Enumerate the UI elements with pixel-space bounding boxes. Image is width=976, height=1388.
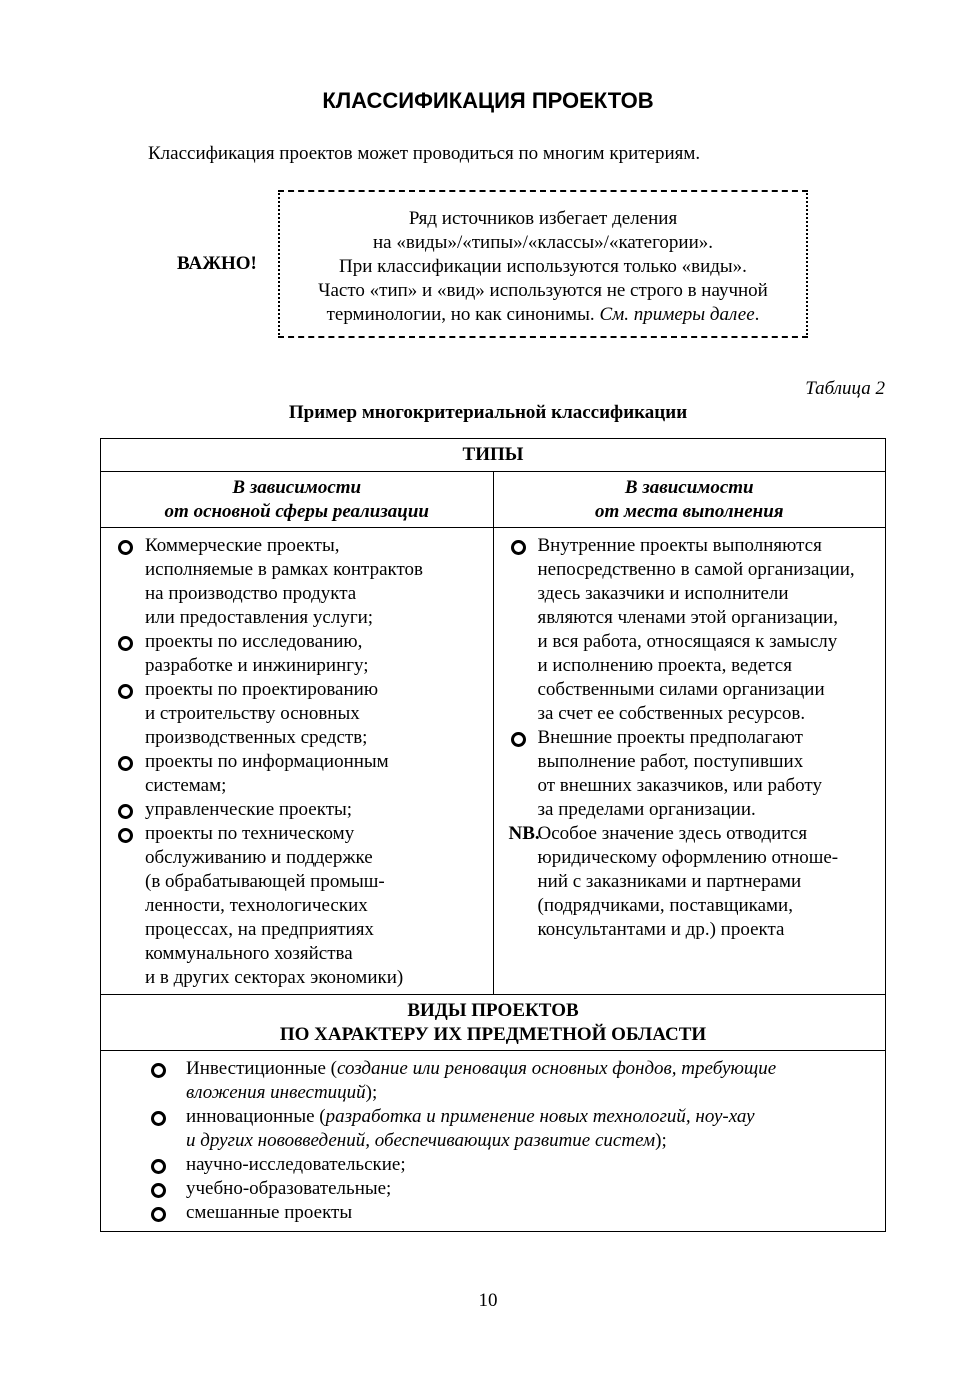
italic-text: вложения инвестиций [186, 1082, 366, 1103]
text: коммунального хозяйства [145, 943, 353, 964]
text: ний с заказниками и партнерами [537, 871, 802, 892]
text-line [538, 558, 886, 582]
text: Часто «тип» и «вид» используются не строго в научной [318, 280, 768, 301]
list-item [101, 1201, 885, 1225]
col1-title-line: В зависимости [232, 477, 362, 498]
circle-bullet-icon [118, 636, 133, 651]
kinds-header-line: ПО ХАРАКТЕРУ ИХ ПРЕДМЕТНОЙ ОБЛАСТИ [279, 1024, 707, 1045]
text-line [186, 1081, 885, 1105]
text-line [538, 822, 886, 846]
text: непосредственно в самой организации, [537, 559, 855, 580]
text-line [538, 534, 886, 558]
text-line [538, 870, 886, 894]
text-line [538, 774, 886, 798]
list-item [101, 630, 493, 678]
list-item [101, 1057, 885, 1105]
circle-bullet-icon [151, 1183, 166, 1198]
col1-title-line: от основной сферы реализации [164, 501, 429, 522]
text-line [538, 582, 886, 606]
italic-text: и других нововведений, обеспечивающих развитие систем [186, 1130, 656, 1151]
intro-paragraph: Классификация проектов может проводиться по многим критериям. [148, 143, 701, 164]
text-line [538, 918, 886, 942]
text-line [538, 894, 886, 918]
text-line [145, 942, 493, 966]
text: ленности, технологических [145, 895, 368, 916]
circle-bullet-icon [118, 756, 133, 771]
text: консультантами и др.) проекта [537, 919, 785, 940]
text: . [754, 304, 760, 325]
kinds-header-line: ВИДЫ ПРОЕКТОВ [407, 1000, 579, 1021]
text-line [538, 726, 886, 750]
text-line [145, 606, 493, 630]
text: Внутренние проекты выполняются [537, 535, 822, 556]
text-line [145, 870, 493, 894]
list-item [494, 534, 886, 726]
text-line [145, 966, 493, 990]
col2-title [494, 472, 886, 527]
text-line [186, 1177, 885, 1201]
text-line [538, 630, 886, 654]
page-title: КЛАССИФИКАЦИЯ ПРОЕКТОВ [322, 88, 654, 113]
list-item [101, 678, 493, 750]
kinds-list [101, 1051, 885, 1231]
text: научно-исследовательские; [186, 1154, 406, 1175]
text: обслуживанию и поддержке [145, 847, 373, 868]
text: производственных средств; [145, 727, 368, 748]
text-line [280, 231, 806, 255]
text: Особое значение здесь отводится [537, 823, 808, 844]
important-label: ВАЖНО! [177, 253, 257, 274]
important-note-box [278, 190, 808, 338]
col2-title-line: от места выполнения [594, 501, 784, 522]
text-line [145, 774, 493, 798]
list-item [494, 726, 886, 822]
text-line [145, 798, 493, 822]
text-line [145, 654, 493, 678]
text: проекты по информационным [145, 751, 389, 772]
circle-bullet-icon [118, 684, 133, 699]
text-line [145, 918, 493, 942]
text-line [538, 702, 886, 726]
text: смешанные проекты [186, 1202, 353, 1223]
text: ); [365, 1082, 378, 1103]
text-line [538, 654, 886, 678]
text-line [186, 1153, 885, 1177]
text-line [145, 558, 493, 582]
types-body-row [101, 528, 885, 995]
text: за счет ее собственных ресурсов. [537, 703, 806, 724]
list-item [101, 822, 493, 990]
text-line [145, 822, 493, 846]
text: и строительству основных [145, 703, 360, 724]
text-line [538, 798, 886, 822]
text: Внешние проекты предполагают [537, 727, 803, 748]
text: При классификации используются только «виды». [339, 256, 747, 277]
text: и исполнению проекта, ведется [537, 655, 792, 676]
text: и в других секторах экономики) [145, 967, 404, 988]
text: проекты по исследованию, [145, 631, 363, 652]
list-item [101, 798, 493, 822]
text-line [538, 606, 886, 630]
text: исполняемые в рамках контрактов [145, 559, 424, 580]
italic-text: См. примеры далее [599, 304, 755, 325]
text-line [186, 1057, 885, 1081]
text: на «виды»/«типы»/«классы»/«категории». [373, 232, 713, 253]
col1-list [101, 528, 494, 994]
text: здесь заказчики и исполнители [537, 583, 789, 604]
text: (подрядчиками, поставщиками, [537, 895, 793, 916]
circle-bullet-icon [151, 1111, 166, 1126]
text-line [280, 279, 806, 303]
types-header: ТИПЫ [101, 439, 885, 472]
list-item [101, 534, 493, 630]
list-item [101, 1177, 885, 1201]
text-line [145, 582, 493, 606]
text: учебно-образовательные; [186, 1178, 392, 1199]
text: инновационные ( [186, 1106, 326, 1127]
list-item [101, 1105, 885, 1153]
column-titles-row [101, 472, 885, 528]
classification-table [100, 438, 886, 1232]
text: собственными силами организации [537, 679, 825, 700]
circle-bullet-icon [151, 1159, 166, 1174]
circle-bullet-icon [118, 828, 133, 843]
list-item [101, 750, 493, 798]
circle-bullet-icon [118, 540, 133, 555]
circle-bullet-icon [118, 804, 133, 819]
page-number: 10 [478, 1290, 498, 1311]
text-line [145, 630, 493, 654]
text: (в обрабатывающей промыш- [145, 871, 385, 892]
circle-bullet-icon [511, 732, 526, 747]
nb-label: NB. [508, 823, 540, 844]
text-line [145, 678, 493, 702]
circle-bullet-icon [511, 540, 526, 555]
text-line [538, 750, 886, 774]
text: проекты по проектированию [145, 679, 379, 700]
text: Инвестиционные ( [186, 1058, 338, 1079]
text: Коммерческие проекты, [145, 535, 340, 556]
text-line [145, 846, 493, 870]
text-line [186, 1201, 885, 1225]
table-number: Таблица 2 [805, 378, 885, 399]
text-line [186, 1105, 885, 1129]
text: юридическому оформлению отноше- [537, 847, 839, 868]
text: системам; [145, 775, 227, 796]
circle-bullet-icon [151, 1207, 166, 1222]
text: управленческие проекты; [145, 799, 353, 820]
list-item [494, 822, 886, 942]
kinds-header [101, 995, 885, 1051]
text: разработке и инжинирингу; [145, 655, 369, 676]
text: выполнение работ, поступивших [537, 751, 804, 772]
table-caption: Пример многокритериальной классификации [288, 402, 688, 423]
list-item [101, 1153, 885, 1177]
text: терминологии, но как синонимы. [326, 304, 600, 325]
text-line [538, 846, 886, 870]
text: являются членами этой организации, [537, 607, 838, 628]
italic-text: создание или реновация основных фондов, требующие [337, 1058, 777, 1079]
col2-list [494, 528, 886, 994]
col2-title-line: В зависимости [624, 477, 754, 498]
text-line [280, 255, 806, 279]
text-line [538, 678, 886, 702]
text-line [280, 207, 806, 231]
circle-bullet-icon [151, 1063, 166, 1078]
text: от внешних заказчиков, или работу [537, 775, 822, 796]
text: проекты по техническому [145, 823, 355, 844]
text: за пределами организации. [537, 799, 756, 820]
text: ); [655, 1130, 667, 1151]
text: Ряд источников избегает деления [408, 208, 678, 229]
col1-title [101, 472, 494, 527]
text: процессах, на предприятиях [145, 919, 374, 940]
text-line [186, 1129, 885, 1153]
text-line [145, 702, 493, 726]
text-line [280, 303, 806, 327]
text-line [145, 894, 493, 918]
text-line [145, 726, 493, 750]
text: и вся работа, относящаяся к замыслу [537, 631, 838, 652]
text: на производство продукта [145, 583, 357, 604]
text-line [145, 750, 493, 774]
text-line [145, 534, 493, 558]
italic-text: разработка и применение новых технологий, ноу-хау [325, 1106, 755, 1127]
text: или предоставления услуги; [145, 607, 374, 628]
